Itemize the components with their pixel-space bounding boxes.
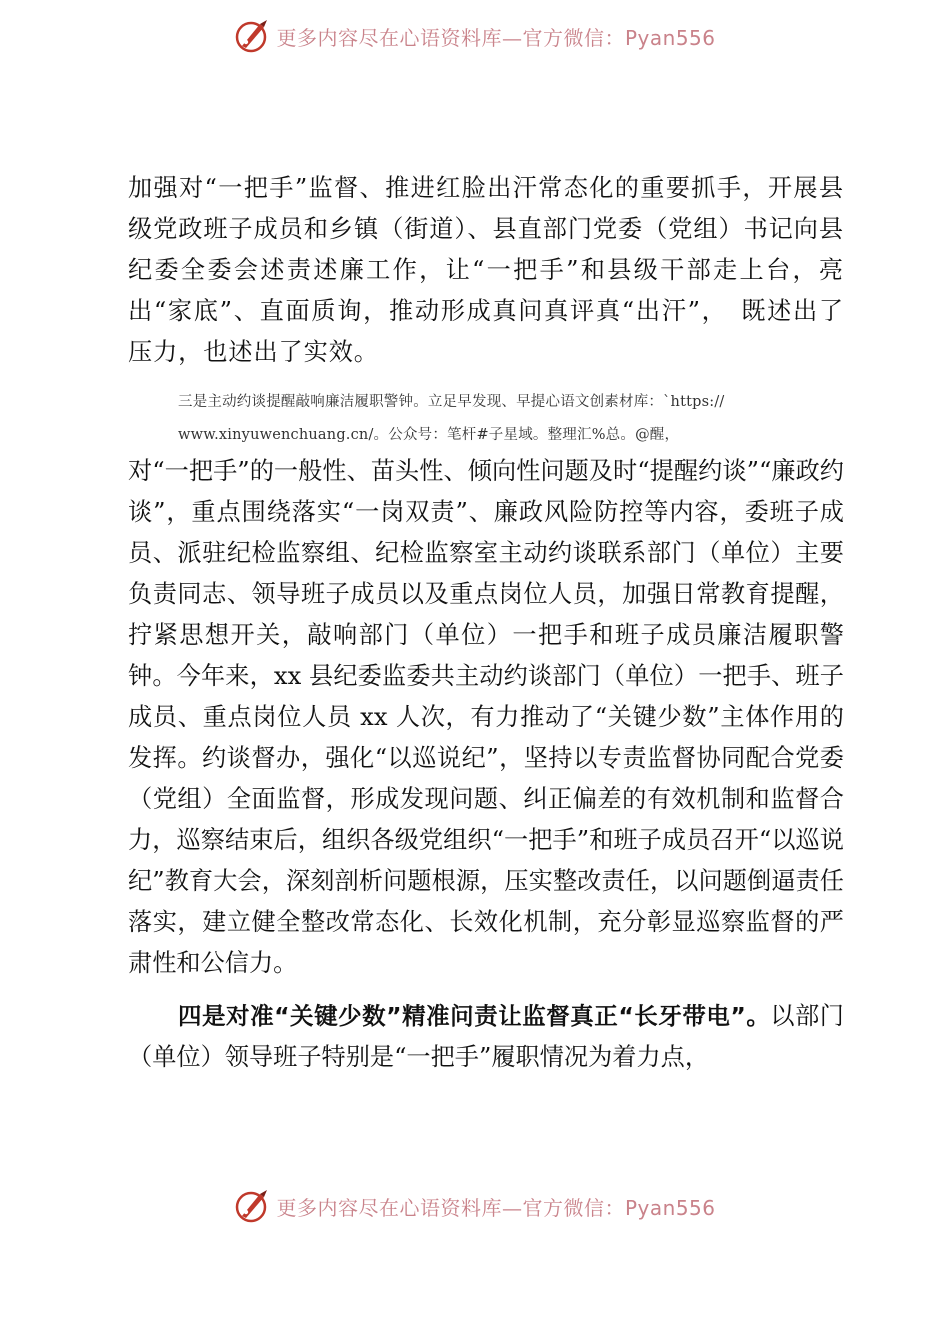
page-header-banner [0,14,950,58]
paragraph-1: 加强对“一把手”监督、推进红脸出汗常态化的重要抓手，开展县级党政班子成员和乡镇（街道）、县直部门党委（党组）书记向县纪委全委会述责述廉工作，让“一把手”和县级干部走上台，亮出“家底”、直面质询，推动形成真问真评真“出汗”， 既述出了压力，也述出了实效。 [128,174,844,366]
paragraph-2: 对“一把手”的一般性、苗头性、倾向性问题及时“提醒约谈”“廉政约谈”，重点围绕落实“一岗双责”、廉政风险防控等内容，委班子成员、派驻纪检监察组、纪检监察室主动约谈联系部门（单位）主要负责同志、领导班子成员以及重点岗位人员，加强日常教育提醒，拧紧思想开关，敲响部门（单位）一把手和班子成员廉洁履职警钟。今年来，xx 县纪委监委共主动约谈部门（单位）一把手、班子成员、重点岗位人员 xx 人次，有力推动了“关键少数”主体作用的发挥。约谈督办，强化“以巡说纪”，坚持以专责监督协同配合党委（党组）全面监督，形成发现问题、纠正偏差的有效机制和监督合力，巡察结束后，组织各级党组织“一把手”和班子成员召开“以巡说纪”教育大会，深刻剖析问题根源，压实整改责任，以问题倒逼责任落实，建立健全整改常态化、长效化机制，充分彰显巡察监督的严肃性和公信力。 [128,457,844,977]
footer-text: 更多内容尽在心语资料库—官方微信：Pyan556 [276,1195,716,1220]
watermark-line-1: 三是主动约谈提醒敲响廉洁履职警钟。立足早发现、早提心语文创素材库：`https:// [178,394,725,410]
document-body [128,168,844,1078]
page-footer-banner [0,1184,950,1228]
quill-pen-logo-icon [234,1188,270,1224]
footer-wechat-id: Pyan556 [624,1195,716,1220]
paragraph-3 [128,996,844,1078]
paragraph-3-text: 以部门（单位）领导班子特别是“一把手”履职情况为着力点， [128,1002,844,1071]
header-wechat-id: Pyan556 [624,25,716,50]
quill-pen-logo-icon [234,18,270,54]
section-heading-4: 四是对准“关键少数”精准问责让监督真正“长牙带电”。 [178,1002,771,1030]
header-text: 更多内容尽在心语资料库—官方微信：Pyan556 [276,25,716,50]
watermark-line-2: www.xinyuwenchuang.cn/。公众号：笔杆#子星域。整理汇%总。@醒， [178,427,680,443]
